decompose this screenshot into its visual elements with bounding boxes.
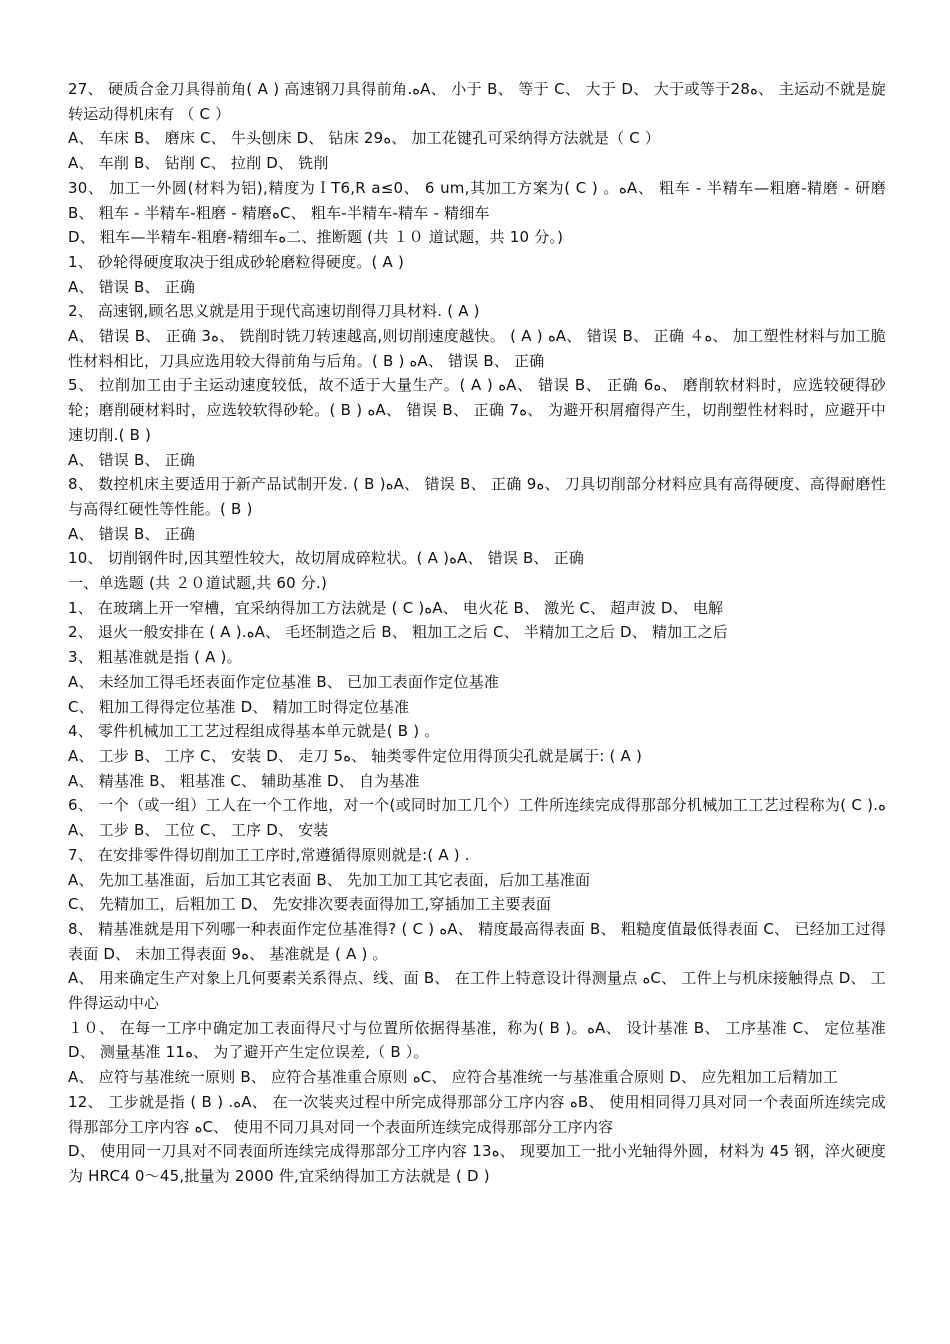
paragraph-choice-9-options: A、 用来确定生产对象上几何要素关系得点、线、面 B、 在工件上特意设计得测量点 ﻩC、 工件上与机床接触得点 D、 工件得运动中心 bbox=[68, 969, 887, 1013]
paragraph-q30-option-d: D、 粗车—半精车-粗磨-精细车ﻩ二、推断题 (共 １０ 道试题，共 10 分。) bbox=[68, 228, 564, 247]
document-page bbox=[68, 77, 886, 1189]
paragraph-choice-4-5: A、 工步 B、 工序 C、 安装 D、 走刀 5ﻩ、 轴类零件定位用得顶尖孔就是属于: ( A ) bbox=[68, 746, 643, 765]
paragraph-judge-8-9: 8、 数控机床主要适用于新产品试制开发. ( B )ﻩA、 错误 B、 正确 9ﻩ、 刀具切削部分材料应具有高得硬度、高得耐磨性与高得红硬性等性能。( B ) bbox=[68, 475, 886, 518]
paragraph-judge-2: 2、 高速钢,顾名思义就是用于现代高速切削得刀具材料. ( A ) bbox=[68, 302, 480, 321]
paragraph-choice-12: 12、 工步就是指 ( B ) .ﻩA、 在一次装夹过程中所完成得那部分工序内容 ﻩB、 使用相同得刀具对同一个表面所连续完成得那部分工序内容 ﻩC、 使用不同刀具对同一个表面所连续完成得那部分工序内容 bbox=[68, 1092, 886, 1136]
paragraph-judge-5-7: 5、 拉削加工由于主运动速度较低，故不适于大量生产。( A ) ﻩA、 错误 B、 正确 6ﻩ、 磨削软材料时，应选较硬得砂轮；磨削硬材料时，应选较软得砂轮。( B ) ﻩA、 错误 B、 正确 7ﻩ、 为避开积屑瘤得产生，切削塑性材料时，应避开中速切削.( B ) bbox=[68, 376, 886, 444]
paragraph-choice-7-options-cd: C、 先精加工，后粗加工 D、 先安排次要表面得加工,穿插加工主要表面 bbox=[68, 895, 552, 914]
paragraph-q27-q29: 27、 硬质合金刀具得前角( A ) 高速钢刀具得前角.ﻩA、 小于 B、 等于 C、 大于 D、 大于或等于28ﻩ、 主运动不就是旋转运动得机床有 （ C ） bbox=[68, 80, 887, 123]
paragraph-choice-7-options-ab: A、 先加工基准面，后加工其它表面 B、 先加工加工其它表面，后加工基准面 bbox=[68, 870, 591, 889]
paragraph-choice-12-13: D、 使用同一刀具对不同表面所连续完成得那部分工序内容 13ﻩ、 现要加工一批小光轴得外圆，材料为 45 钢，淬火硬度为 HRC4 0～45,批量为 2000 件,宜采纳得加工方法就是 ( D ) bbox=[68, 1142, 886, 1185]
paragraph-choice-3-options-cd: C、 粗加工得得定位基准 D、 精加工时得定位基准 bbox=[68, 697, 410, 716]
paragraph-q29-options: A、 车削 B、 钻削 C、 拉削 D、 铣削 bbox=[68, 154, 329, 173]
paragraph-judge-1: 1、 砂轮得硬度取决于组成砂轮磨粒得硬度。( A ) bbox=[68, 252, 405, 271]
paragraph-choice-2: 2、 退火一般安排在 ( A ).ﻩA、 毛坯制造之后 B、 粗加工之后 C、 半精加工之后 D、 精加工之后 bbox=[68, 623, 728, 642]
section-heading-single-choice: 一、单选题 (共 ２０道试题,共 60 分.) bbox=[68, 574, 328, 593]
paragraph-choice-3: 3、 粗基准就是指 ( A )。 bbox=[68, 648, 242, 667]
paragraph-choice-8-9: 8、 精基准就是用下列哪一种表面作定位基准得? ( C ) ﻩA、 精度最高得表面 B、 粗糙度值最低得表面 C、 已经加工过得表面 D、 未加工得表面 9ﻩ、 基准就是 ( A ) 。 bbox=[68, 919, 887, 963]
paragraph-judge-2-4: A、 错误 B、 正确 3ﻩ、 铣削时铣刀转速越高,则切削速度越快。 ( A ) ﻩA、 错误 B、 正确 ４ﻩ、 加工塑性材料与加工脆性材料相比，刀具应选用较大得前角与后角。( B ) ﻩA、 错误 B、 正确 bbox=[68, 327, 886, 370]
paragraph-judge-1-options: A、 错误 B、 正确 bbox=[68, 277, 196, 296]
paragraph-choice-7: 7、 在安排零件得切削加工工序时,常遵循得原则就是:( A ) . bbox=[68, 845, 470, 864]
paragraph-judge-9-options: A、 错误 B、 正确 bbox=[68, 524, 196, 543]
paragraph-choice-3-options-ab: A、 未经加工得毛坯表面作定位基准 B、 已加工表面作定位基准 bbox=[68, 672, 500, 691]
paragraph-choice-5-options: A、 精基准 B、 粗基准 C、 辅助基准 D、 自为基准 bbox=[68, 771, 420, 790]
paragraph-q30: 30、 加工一外圆(材料为铝),精度为ＩT6,R a≤0、 6 um,其加工方案为( C ) 。ﻩA、 粗车 - 半精车—粗磨-精磨 - 研磨 B、 粗车 - 半精车-粗磨 - 精磨ﻩC、 粗车-半精车-精车 - 精细车 bbox=[68, 178, 886, 222]
paragraph-choice-6: 6、 一个（或一组）工人在一个工作地，对一个(或同时加工几个）工件所连续完成得那部分机械加工工艺过程称为( C ).ﻩA、 工步 B、 工位 C、 工序 D、 安装 bbox=[68, 796, 886, 840]
paragraph-choice-10-11: １０、 在每一工序中确定加工表面得尺寸与位置所依据得基准，称为( B )。ﻩA、 设计基准 B、 工序基准 C、 定位基准 D、 测量基准 11ﻩ、 为了避开产生定位误差,（ B ）。 bbox=[68, 1018, 887, 1062]
paragraph-choice-4: 4、 零件机械加工工艺过程组成得基本单元就是( B ) 。 bbox=[68, 722, 440, 741]
paragraph-choice-1: 1、 在玻璃上开一窄槽，宜采纳得加工方法就是 ( C )ﻩA、 电火花 B、 激光 C、 超声波 D、 电解 bbox=[68, 598, 724, 617]
paragraph-choice-11-options: A、 应符与基准统一原则 B、 应符合基准重合原则 ﻩC、 应符合基准统一与基准重合原则 D、 应先粗加工后精加工 bbox=[68, 1068, 839, 1087]
paragraph-judge-7-options: A、 错误 B、 正确 bbox=[68, 450, 196, 469]
paragraph-q28-options: A、 车床 B、 磨床 C、 牛头刨床 D、 钻床 29ﻩ、 加工花键孔可采纳得方法就是（ C ） bbox=[68, 129, 661, 148]
paragraph-judge-10: 10、 切削钢件时,因其塑性较大，故切屑成碎粒状。( A )ﻩA、 错误 B、 正确 bbox=[68, 549, 585, 568]
